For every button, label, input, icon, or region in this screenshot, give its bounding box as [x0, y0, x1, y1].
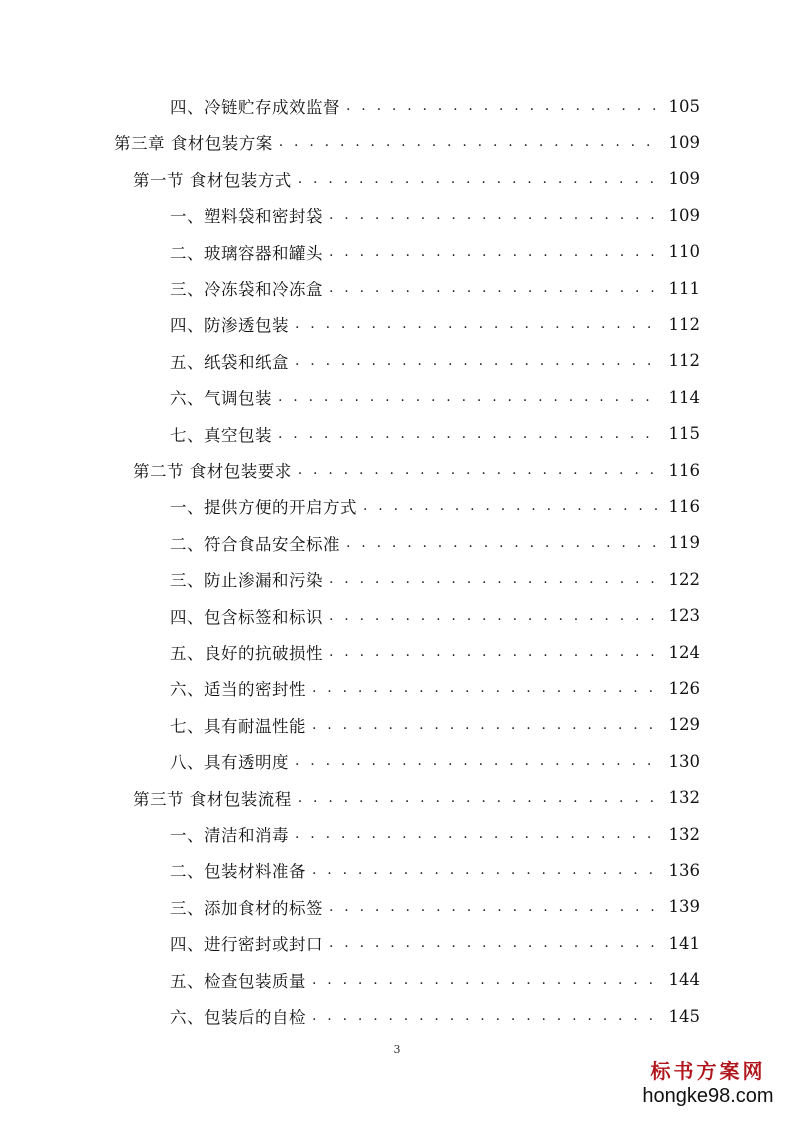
toc-entry[interactable] — [170, 272, 700, 304]
toc-entry-title: 七、具有耐温性能 — [170, 716, 306, 736]
toc-entry[interactable] — [170, 636, 700, 668]
toc-entry[interactable] — [170, 308, 700, 340]
toc-entry[interactable] — [170, 345, 700, 377]
toc-entry-page: 130 — [668, 751, 700, 771]
dot-leader — [295, 753, 660, 769]
toc-entry-title: 四、包含标签和标识 — [170, 607, 323, 627]
toc-entry-title: 第二节 食材包装要求 — [133, 462, 292, 481]
dot-leader — [329, 571, 660, 587]
toc-entry-title: 四、进行密封或封口 — [170, 935, 323, 955]
toc-entry-title: 五、检查包装质量 — [170, 971, 306, 991]
dot-leader — [312, 972, 660, 988]
toc-entry[interactable] — [170, 891, 700, 923]
toc-entry-page: 114 — [668, 387, 700, 407]
watermark-en: hongke98.com — [642, 1085, 774, 1107]
toc-entry[interactable] — [170, 418, 700, 450]
toc-entry[interactable] — [170, 709, 700, 741]
dot-leader — [329, 899, 660, 915]
toc-entry-page: 109 — [668, 132, 700, 152]
toc-entry[interactable] — [170, 1000, 700, 1032]
toc-entry[interactable] — [170, 818, 700, 850]
toc-entry[interactable] — [133, 454, 700, 486]
toc-entry-page: 141 — [668, 933, 700, 953]
dot-leader — [312, 862, 660, 878]
toc-entry[interactable] — [170, 199, 700, 231]
dot-leader — [363, 498, 660, 514]
toc-entry-title: 六、包装后的自检 — [170, 1008, 306, 1027]
toc-entry-title: 一、塑料袋和密封袋 — [170, 207, 323, 227]
toc-entry-title: 四、冷链贮存成效监督 — [170, 98, 340, 117]
toc-entry-page: 109 — [668, 205, 700, 225]
toc-entry[interactable] — [170, 854, 700, 886]
dot-leader — [312, 717, 660, 733]
toc-entry-title: 六、适当的密封性 — [170, 680, 306, 700]
toc-entry-title: 三、冷冻袋和冷冻盒 — [170, 280, 323, 299]
toc-entry-page: 110 — [668, 242, 700, 262]
toc-entry-page: 144 — [668, 970, 700, 990]
toc-entry-page: 129 — [668, 715, 700, 735]
dot-leader — [298, 790, 660, 806]
dot-leader — [312, 1008, 660, 1024]
toc-entry[interactable] — [170, 490, 700, 522]
toc-entry-page: 139 — [668, 897, 700, 917]
dot-leader — [278, 426, 660, 442]
toc-entry[interactable] — [170, 672, 700, 704]
toc-entry[interactable] — [133, 782, 700, 814]
toc-entry-title: 第一节 食材包装方式 — [133, 170, 292, 190]
toc-entry-title: 二、符合食品安全标准 — [170, 534, 340, 554]
toc-entry-title: 六、气调包装 — [170, 389, 272, 409]
toc-entry-page: 109 — [668, 169, 700, 189]
toc-entry-page: 145 — [668, 1006, 700, 1026]
toc-entry-title: 第三章 食材包装方案 — [114, 134, 273, 154]
toc-entry[interactable] — [170, 90, 700, 122]
toc-entry[interactable] — [170, 745, 700, 777]
toc-entry-title: 三、防止渗漏和污染 — [170, 571, 323, 591]
dot-leader — [295, 316, 660, 332]
toc-entry-page: 111 — [668, 278, 700, 298]
dot-leader — [295, 826, 660, 842]
toc-entry-title: 五、纸袋和纸盒 — [170, 352, 289, 372]
toc-entry[interactable] — [170, 236, 700, 268]
toc-entry-page: 122 — [668, 569, 700, 589]
toc-entry-title: 第三节 食材包装流程 — [133, 789, 292, 809]
toc-entry-title: 五、良好的抗破损性 — [170, 644, 323, 663]
dot-leader — [298, 171, 660, 187]
dot-leader — [278, 389, 660, 405]
toc-entry-title: 三、添加食材的标签 — [170, 898, 323, 918]
toc-entry-page: 112 — [668, 351, 700, 371]
toc-entry[interactable] — [170, 600, 700, 632]
toc-entry-title: 二、玻璃容器和罐头 — [170, 243, 323, 263]
dot-leader — [329, 644, 660, 660]
toc-entry[interactable] — [114, 126, 700, 158]
toc-entry-page: 132 — [668, 824, 700, 844]
toc-entry[interactable] — [170, 527, 700, 559]
toc-entry-page: 132 — [668, 788, 700, 808]
dot-leader — [329, 608, 660, 624]
dot-leader — [329, 207, 660, 223]
toc-entry-page: 136 — [668, 860, 700, 880]
dot-leader — [312, 680, 660, 696]
toc-entry-title: 一、提供方便的开启方式 — [170, 498, 357, 518]
toc-entry-page: 116 — [668, 460, 700, 480]
toc-entry-title: 一、清洁和消毒 — [170, 826, 289, 845]
toc-entry-page: 105 — [668, 96, 700, 116]
watermark-cn: 标书方案网 — [650, 1061, 766, 1083]
dot-leader — [329, 280, 660, 296]
toc-entry[interactable] — [170, 964, 700, 996]
toc-entry-page: 112 — [668, 314, 700, 334]
dot-leader — [346, 535, 660, 551]
dot-leader — [295, 353, 660, 369]
toc-entry-page: 116 — [668, 496, 700, 516]
dot-leader — [298, 462, 660, 478]
toc-entry-page: 119 — [668, 533, 700, 553]
toc-entry[interactable] — [170, 381, 700, 413]
dot-leader — [279, 134, 660, 150]
toc-entry[interactable] — [170, 927, 700, 959]
toc-entry-title: 四、防渗透包装 — [170, 316, 289, 336]
dot-leader — [346, 98, 660, 114]
dot-leader — [329, 935, 660, 951]
toc-entry-page: 115 — [668, 424, 700, 444]
toc-entry-title: 二、包装材料准备 — [170, 862, 306, 882]
toc-entry-title: 八、具有透明度 — [170, 753, 289, 773]
toc-entry-page: 123 — [668, 606, 700, 626]
toc-entry[interactable] — [170, 563, 700, 595]
watermark-logo — [638, 1060, 778, 1108]
page-number: 3 — [393, 1043, 401, 1056]
dot-leader — [329, 244, 660, 260]
toc-entry-page: 124 — [668, 642, 700, 662]
toc-entry-title: 七、真空包装 — [170, 425, 272, 445]
toc-entry[interactable] — [133, 163, 700, 195]
toc-entry-page: 126 — [668, 678, 700, 698]
